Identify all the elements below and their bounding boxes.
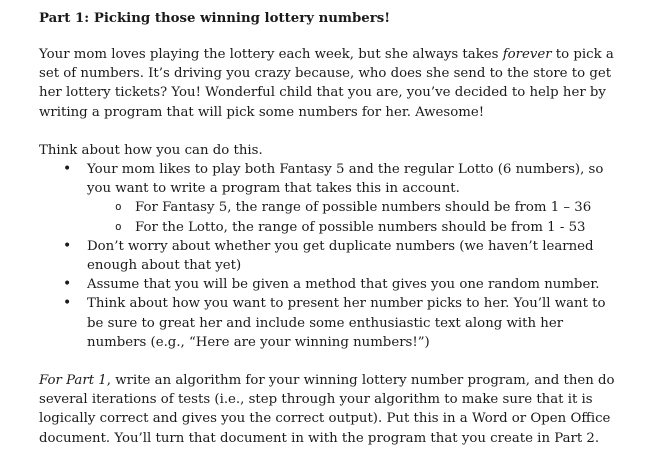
bullet-list	[39, 160, 619, 352]
think-heading: Think about how you can do this.	[39, 142, 263, 158]
list-item	[39, 160, 619, 237]
list-item: • Don’t worry about whether you get duplicate numbers (we haven’t learned enough about that yet)	[39, 237, 619, 275]
intro-paragraph	[39, 45, 619, 122]
section-title: Part 1: Picking those winning lottery numbers!	[39, 11, 391, 26]
closing-italic-lead: For Part 1	[39, 373, 107, 389]
intro-text-end: to pick a set of numbers. It’s driving you crazy because, who does she send to the store to get her lottery tickets? You! Wonderful child that you are, you’ve decided to help her by writing a program that will pick some numbers for her. Awesome!	[39, 47, 614, 120]
list-item: • Think about how you want to present her number picks to her. You’ll want to be sure to great her and include some enthusiastic text along with her numbers (e.g., “Here are your winning numbers!”)	[39, 294, 619, 352]
list-item: • Assume that you will be given a method that gives you one random number.	[39, 275, 619, 294]
sub-list-item: o For the Lotto, the range of possible numbers should be from 1 - 53	[87, 218, 619, 237]
intro-italic-word: forever	[502, 47, 552, 62]
sub-list-item: o For Fantasy 5, the range of possible numbers should be from 1 – 36	[87, 198, 619, 217]
closing-paragraph	[39, 371, 619, 448]
closing-text: , write an algorithm for your winning lottery number program, and then do several iterations of tests (i.e., step through your algorithm to make sure that it is logically correct and gives you the correct output). Put this in a Word or Open Office document. You’ll turn that document in with the program that you create in Part 2.	[39, 373, 615, 446]
sub-bullet-list	[87, 198, 619, 236]
intro-text-start: Your mom loves playing the lottery each week, but she always takes	[39, 47, 503, 62]
bullet-text: Your mom likes to play both Fantasy 5 and the regular Lotto (6 numbers), so you want to write a program that takes this in account.	[87, 162, 604, 197]
